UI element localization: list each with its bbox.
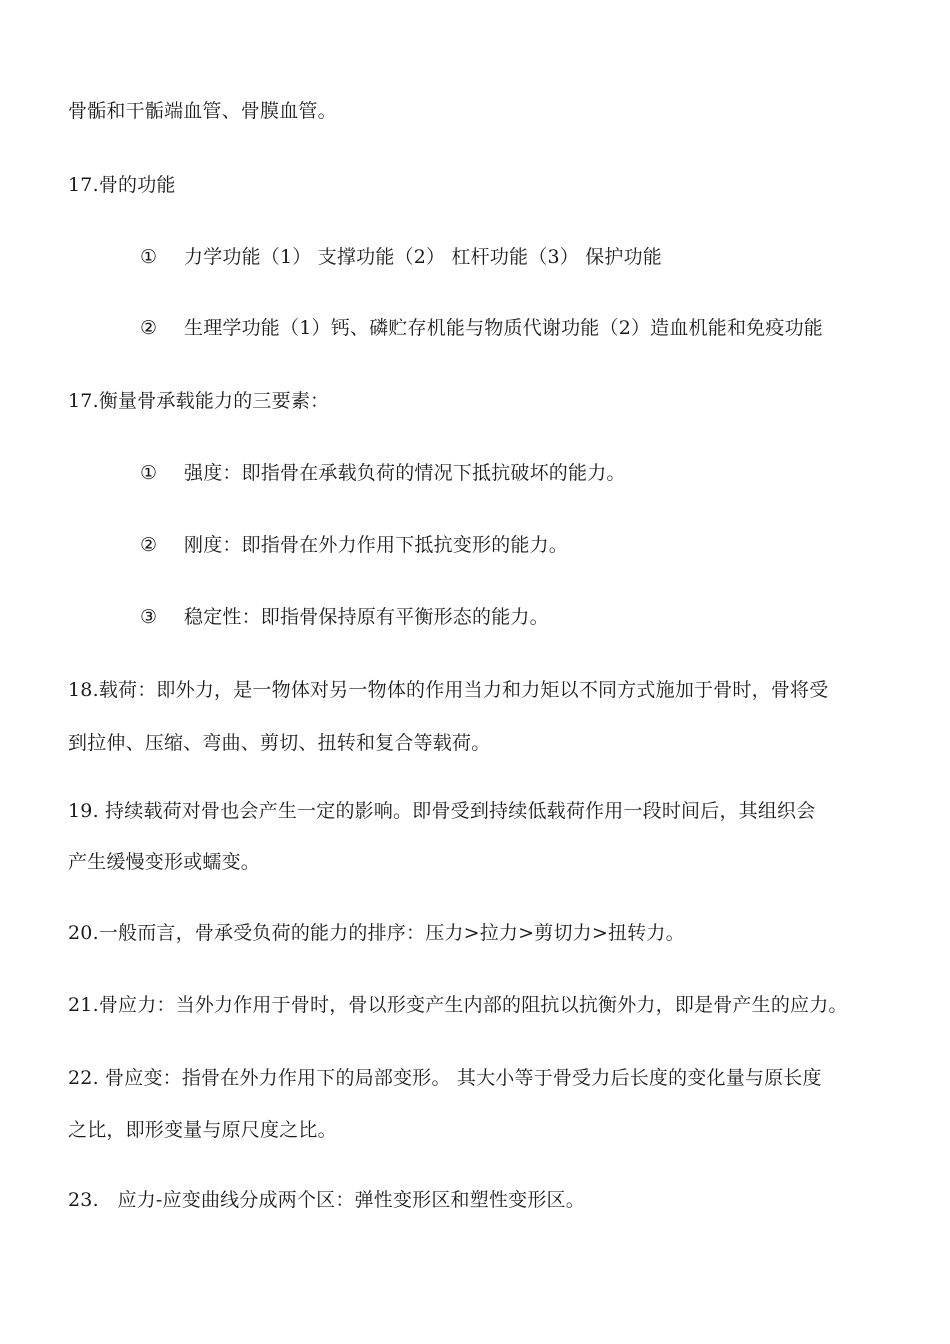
list-item-text: 稳定性：即指骨保持原有平衡形态的能力。 xyxy=(184,606,549,628)
list-item-text: 刚度：即指骨在外力作用下抵抗变形的能力。 xyxy=(184,534,569,556)
paragraph-line: 到拉伸、压缩、弯曲、剪切、扭转和复合等载荷。 xyxy=(68,732,491,754)
section-heading-load-capacity: 17.衡量骨承载能力的三要素： xyxy=(68,390,330,412)
list-marker: ② xyxy=(140,534,158,556)
paragraph-line: 22. 骨应变：指骨在外力作用下的局部变形。 其大小等于骨受力后长度的变化量与原长度 xyxy=(68,1067,822,1089)
list-marker: ① xyxy=(140,462,158,484)
list-item-text: 强度：即指骨在承载负荷的情况下抵抗破坏的能力。 xyxy=(184,462,626,484)
list-marker: ① xyxy=(140,246,158,268)
list-item xyxy=(140,605,549,629)
list-marker: ③ xyxy=(140,606,158,628)
text-line: 骨骺和干骺端血管、骨膜血管。 xyxy=(68,100,337,122)
list-item-text: 生理学功能（1）钙、磷贮存机能与物质代谢功能（2）造血机能和免疫功能 xyxy=(184,317,823,339)
list-item xyxy=(140,461,626,485)
list-item xyxy=(140,533,568,557)
paragraph-line: 19. 持续载荷对骨也会产生一定的影响。即骨受到持续低载荷作用一段时间后，其组织会 xyxy=(68,800,816,822)
paragraph-line: 18.载荷：即外力，是一物体对另一物体的作用当力和力矩以不同方式施加于骨时，骨将受 xyxy=(68,679,829,701)
paragraph-line: 之比，即形变量与原尺度之比。 xyxy=(68,1119,337,1141)
list-item xyxy=(140,245,662,269)
list-item-text: 力学功能（1） 支撑功能（2） 杠杆功能（3） 保护功能 xyxy=(184,246,662,268)
list-item xyxy=(140,316,823,340)
paragraph-line: 20.一般而言，骨承受负荷的能力的排序：压力>拉力>剪切力>扭转力。 xyxy=(68,922,685,944)
list-marker: ② xyxy=(140,317,158,339)
section-heading-bone-function: 17.骨的功能 xyxy=(68,174,176,196)
paragraph-line: 23. 应力-应变曲线分成两个区：弹性变形区和塑性变形区。 xyxy=(68,1189,585,1211)
paragraph-line: 21.骨应力：当外力作用于骨时，骨以形变产生内部的阻抗以抗衡外力，即是骨产生的应力。 xyxy=(68,994,848,1016)
paragraph-line: 产生缓慢变形或蠕变。 xyxy=(68,851,261,873)
